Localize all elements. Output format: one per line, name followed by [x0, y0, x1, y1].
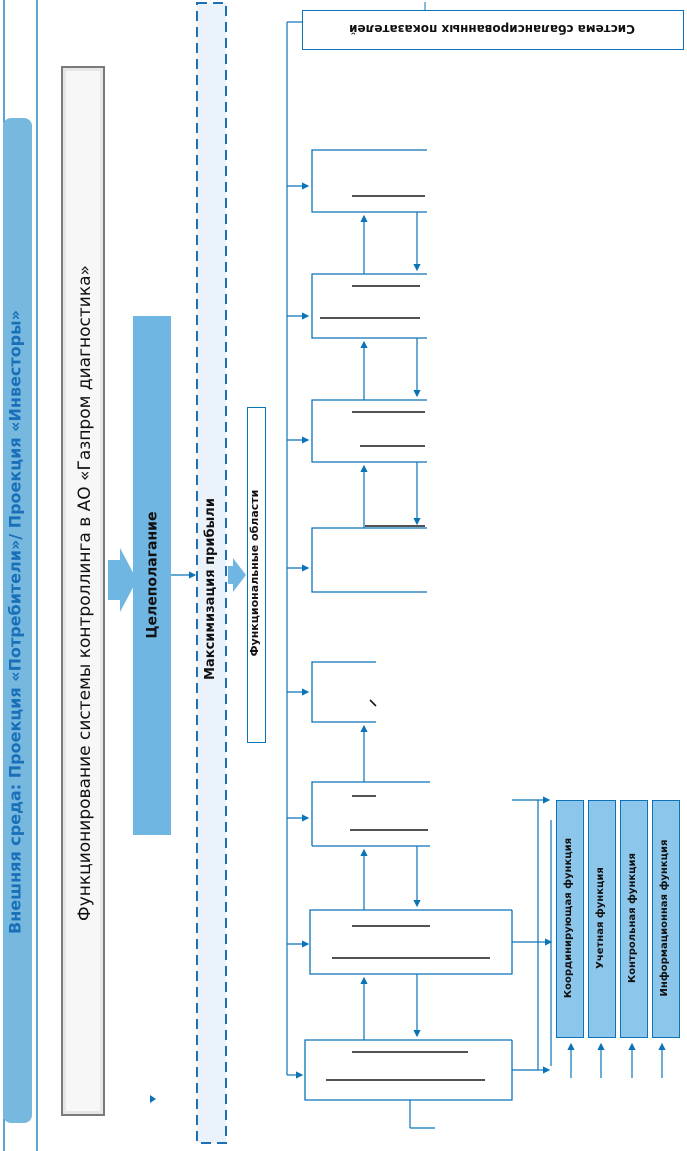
profit-label: Максимизация прибыли	[203, 498, 218, 680]
function-connectors	[512, 800, 551, 1070]
goal-setting-label: Целеполагание	[144, 511, 161, 639]
controlling-title: Функционирование системы контроллинга в АО «Газпром диагностика»	[75, 265, 95, 921]
function-input-arrows	[571, 1044, 662, 1078]
small-arrow-bottom	[150, 1095, 156, 1103]
big-arrow-profit-to-areas	[228, 558, 246, 592]
balanced-scorecard-label: Система сбалансированных показателей	[349, 22, 635, 36]
box-connectors	[364, 212, 435, 1128]
function-label-information: Информационная функция	[659, 839, 670, 997]
illegible-labels	[320, 196, 490, 1080]
function-label-control: Контрольная функция	[627, 853, 638, 983]
branch-arrows	[287, 186, 308, 944]
environment-label: Внешняя среда: Проекция «Потребители»/ Проекция «Инвесторы»	[5, 310, 25, 934]
function-label-coordinating: Координирующая функция	[563, 837, 574, 999]
function-label-accounting: Учетная функция	[595, 867, 606, 969]
functional-areas-label: Функциональные области	[248, 489, 261, 657]
